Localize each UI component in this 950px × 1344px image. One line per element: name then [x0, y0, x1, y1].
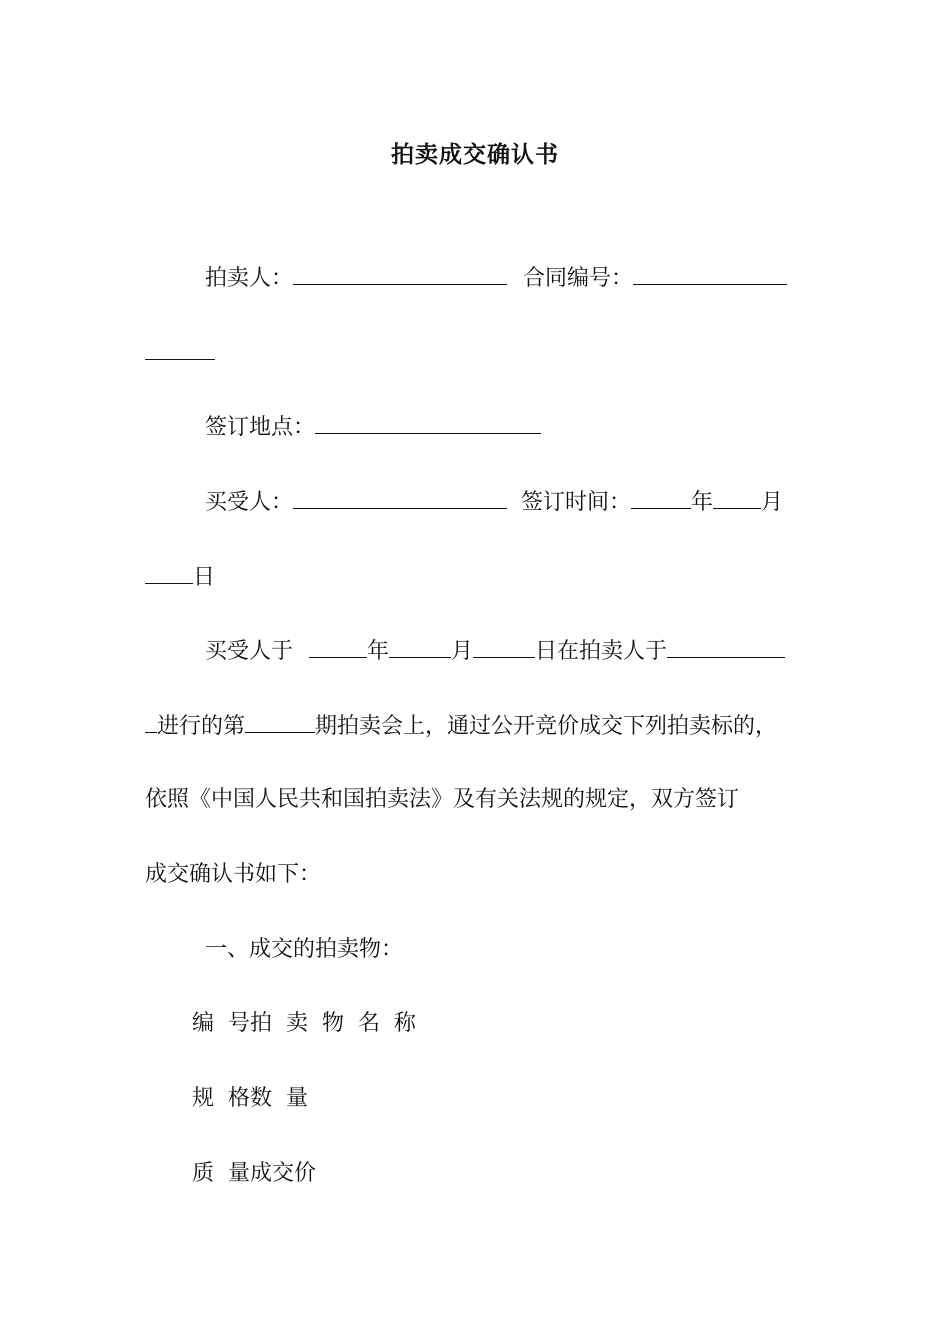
para-line-1 [205, 635, 785, 667]
sign-year-blank[interactable] [631, 486, 691, 509]
contract-no-blank-cont[interactable] [145, 337, 215, 360]
para-start: 买受人于 [205, 639, 294, 664]
sign-month-label: 月 [761, 490, 784, 515]
sign-day-line [145, 561, 215, 593]
para-day-at: 日在拍卖人于 [535, 639, 668, 664]
sign-year-label: 年 [691, 490, 714, 515]
session-blank[interactable] [245, 710, 315, 733]
para-line-3: 依照《中国人民共和国拍卖法》及有关法规的规定，双方签订 [145, 787, 740, 812]
sign-place-label: 签订地点： [205, 415, 316, 440]
section1-row-3: 质 量成交价 [192, 1161, 316, 1186]
para-year-blank[interactable] [309, 635, 367, 658]
buyer-label: 买受人： [205, 490, 294, 515]
venue-blank-cont[interactable] [145, 710, 157, 733]
para-month-label: 月 [451, 639, 474, 664]
section1-row-2: 规 格数 量 [192, 1086, 308, 1111]
para-line-4: 成交确认书如下： [145, 862, 322, 887]
sign-day-blank[interactable] [145, 561, 193, 584]
auctioneer-line [205, 262, 787, 294]
sign-day-label: 日 [193, 565, 216, 590]
para-year-label: 年 [367, 639, 390, 664]
document-title: 拍卖成交确认书 [391, 141, 559, 168]
sign-month-blank[interactable] [713, 486, 761, 509]
para-session-text: 期拍卖会上，通过公开竞价成交下列拍卖标的， [315, 714, 778, 739]
para-day-blank[interactable] [473, 635, 535, 658]
contract-no-continuation [145, 337, 215, 369]
para-month-blank[interactable] [389, 635, 451, 658]
sign-place-line [205, 411, 541, 443]
venue-blank[interactable] [667, 635, 785, 658]
buyer-blank[interactable] [293, 486, 507, 509]
para-line-2 [145, 710, 777, 742]
auctioneer-blank[interactable] [293, 262, 507, 285]
sign-time-label: 签订时间： [521, 490, 632, 515]
contract-no-label: 合同编号： [523, 266, 634, 291]
para-held-at: 进行的第 [157, 714, 246, 739]
section1-row-1: 编 号拍 卖 物 名 称 [192, 1011, 416, 1036]
section1-heading: 一、成交的拍卖物： [205, 937, 404, 962]
auctioneer-label: 拍卖人： [205, 266, 294, 291]
contract-no-blank[interactable] [633, 262, 787, 285]
buyer-line [205, 486, 783, 518]
sign-place-blank[interactable] [315, 411, 541, 434]
